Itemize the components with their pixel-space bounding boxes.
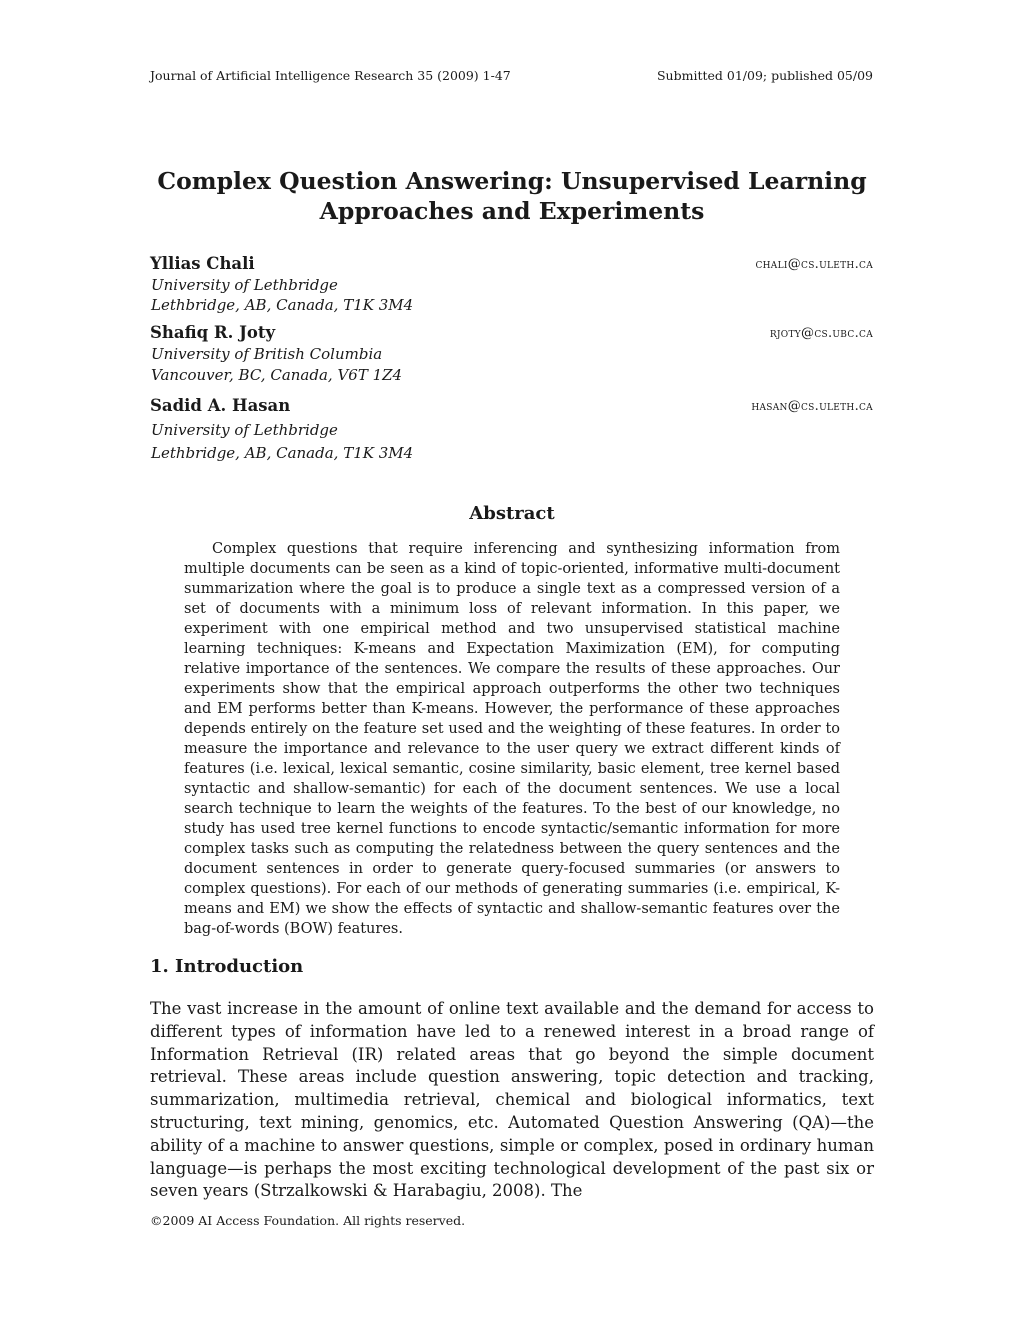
author-email: hasan@cs.uleth.ca bbox=[751, 399, 873, 414]
author-email: rjoty@cs.ubc.ca bbox=[769, 326, 873, 341]
author-email: chali@cs.uleth.ca bbox=[755, 257, 873, 272]
introduction-paragraph: The vast increase in the amount of online text available and the demand for access to different types of information have led to a renewed interest in a broad range of Information Retrieval (IR) related areas that go beyond the simple document retrieval. These areas include question answering, topic detection and tracking, summarization, multimedia retrieval, chemical and biological informatics, text structuring, text mining, genomics, etc. Automated Question Answering (QA)—the ability of a machine to answer questions, simple or complex, posed in ordinary human language—is perhaps the most exciting technological development of the past six or seven years (Strzalkowski & Harabagiu, 2008). The bbox=[150, 999, 874, 1201]
author-name: Shafiq R. Joty bbox=[150, 323, 276, 342]
author-institution: University of Lethbridge bbox=[151, 276, 338, 294]
author-institution: University of Lethbridge bbox=[151, 421, 338, 439]
copyright-footer: ©2009 AI Access Foundation. All rights reserved. bbox=[150, 1213, 466, 1228]
submission-dates: Submitted 01/09; published 05/09 bbox=[656, 68, 873, 83]
introduction-body bbox=[150, 998, 874, 1203]
journal-running-head: Journal of Artificial Intelligence Research 35 (2009) 1-47 bbox=[150, 68, 511, 83]
author-name: Sadid A. Hasan bbox=[150, 396, 291, 415]
author-institution: University of British Columbia bbox=[151, 345, 383, 363]
abstract-body bbox=[184, 539, 840, 939]
abstract-paragraph: Complex questions that require inferencing and synthesizing information from multiple documents can be seen as a kind of topic-oriented, informative multi-document summarization where the goal is to produce a single text as a compressed version of a set of documents with a minimum loss of relevant information. In this paper, we experiment with one empirical method and two unsupervised statistical machine learning techniques: K-means and Expectation Maximization (EM), for computing relative importance of the sentences. We compare the results of these approaches. Our experiments show that the empirical approach outperforms the other two techniques and EM performs better than K-means. However, the performance of these approaches depends entirely on the feature set used and the weighting of these features. In order to measure the importance and relevance to the user query we extract different kinds of features (i.e. lexical, lexical semantic, cosine similarity, basic element, tree kernel based syntactic and shallow-semantic) for each of the document sentences. We use a local search technique to learn the weights of the features. To the best of our knowledge, no study has used tree kernel functions to encode syntactic/semantic information for more complex tasks such as computing the relatedness between the query sentences and the document sentences in order to generate query-focused summaries (or answers to complex questions). For each of our methods of generating summaries (i.e. empirical, K-means and EM) we show the effects of syntactic and shallow-semantic features over the bag-of-words (BOW) features. bbox=[184, 541, 840, 937]
title-line-2: Approaches and Experiments bbox=[319, 197, 705, 225]
section-heading-introduction: 1. Introduction bbox=[150, 956, 304, 977]
author-address: Lethbridge, AB, Canada, T1K 3M4 bbox=[151, 444, 414, 462]
author-address: Lethbridge, AB, Canada, T1K 3M4 bbox=[151, 296, 414, 314]
abstract-heading: Abstract bbox=[469, 503, 555, 524]
author-name: Yllias Chali bbox=[150, 254, 255, 273]
paper-title bbox=[150, 166, 874, 226]
title-line-1: Complex Question Answering: Unsupervised Learning bbox=[157, 167, 867, 195]
author-address: Vancouver, BC, Canada, V6T 1Z4 bbox=[151, 366, 403, 384]
